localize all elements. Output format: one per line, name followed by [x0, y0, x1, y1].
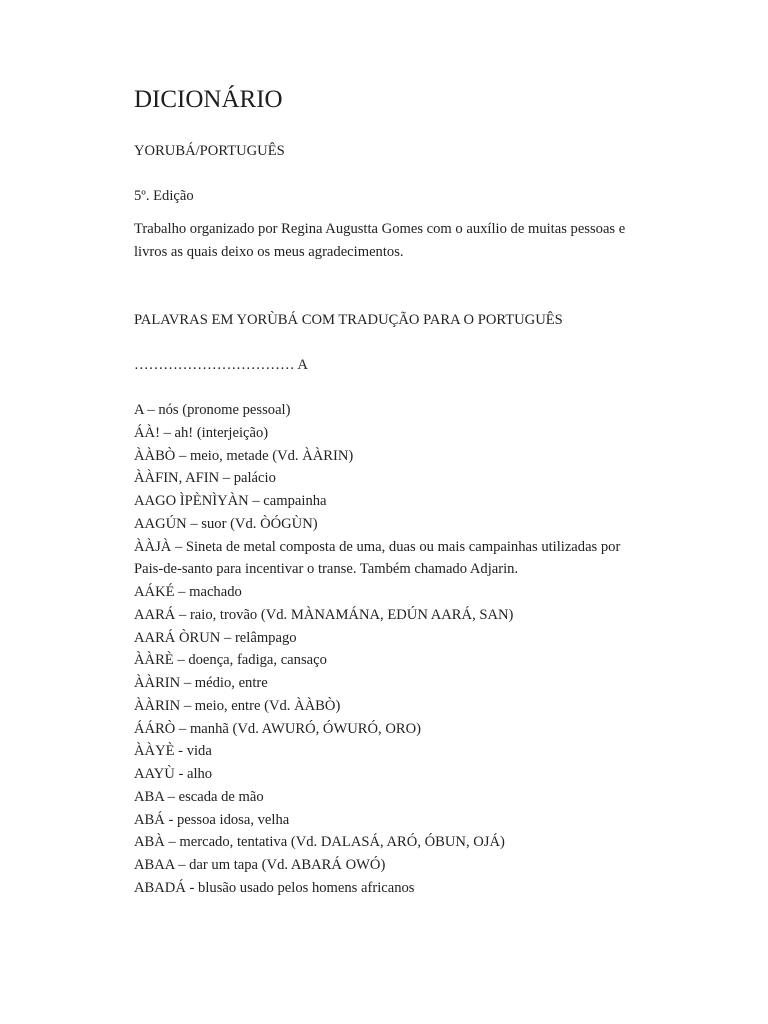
list-item: AARÁ – raio, trovão (Vd. MÀNAMÁNA, EDÚN AARÁ, SAN) [134, 606, 514, 623]
list-item: ÁÀ! – ah! (interjeição) [134, 424, 269, 441]
list-item: ABAA – dar um tapa (Vd. ABARÁ OWÓ) [134, 857, 386, 873]
list-item: ÀÀRIN – meio, entre (Vd. ÀÀBÒ) [134, 697, 341, 714]
list-item: ÁÁRÒ – manhã (Vd. AWURÓ, ÓWURÓ, ORO) [134, 720, 422, 737]
list-item: ÀÀRIN – médio, entre [134, 675, 268, 691]
section-heading: PALAVRAS EM YORÙBÁ COM TRADUÇÃO PARA O PORTUGUÊS [134, 312, 563, 328]
letter-marker: …………………………… A [134, 357, 308, 373]
list-item: ÀÀRÈ – doença, fadiga, cansaço [134, 652, 327, 669]
credits-paragraph: Trabalho organizado por Regina Augustta Gomes com o auxílio de muitas pessoas e livros as quais deixo os meus agradecimentos. [134, 221, 626, 260]
list-item: ÀÀJÀ – Sineta de metal composta de uma, duas ou mais campainhas utilizadas por Pais-de-santo para incentivar o transe. Também chamado Adjarin. [134, 538, 621, 578]
list-item: ABADÁ - blusão usado pelos homens africanos [134, 879, 415, 896]
list-item: ÀÀFIN, AFIN – palácio [134, 470, 276, 487]
list-item: AAYÙ - alho [134, 766, 213, 782]
list-item: AAGÚN – suor (Vd. ÒÓGÙN) [134, 515, 318, 532]
list-item: ABA – escada de mão [134, 788, 264, 805]
list-item: AAGO ÌPÈNÌYÀN – campainha [134, 493, 327, 509]
document-subtitle: YORUBÁ/PORTUGUÊS [134, 143, 285, 159]
list-item: ABÁ - pessoa idosa, velha [134, 811, 290, 828]
list-item: AARÁ ÒRUN – relâmpago [134, 629, 297, 646]
document-title: DICIONÁRIO [134, 86, 283, 113]
edition-label: 5º. Edição [134, 188, 194, 204]
list-item: ÀÀYÈ - vida [134, 743, 212, 760]
list-item: ÀÀBÒ – meio, metade (Vd. ÀÀRIN) [134, 447, 354, 464]
list-item: A – nós (pronome pessoal) [134, 402, 291, 418]
entry-list [134, 399, 634, 900]
list-item: ABÀ – mercado, tentativa (Vd. DALASÁ, ARÓ, ÓBUN, OJÁ) [134, 834, 505, 851]
list-item: AÁKÉ – machado [134, 584, 242, 600]
